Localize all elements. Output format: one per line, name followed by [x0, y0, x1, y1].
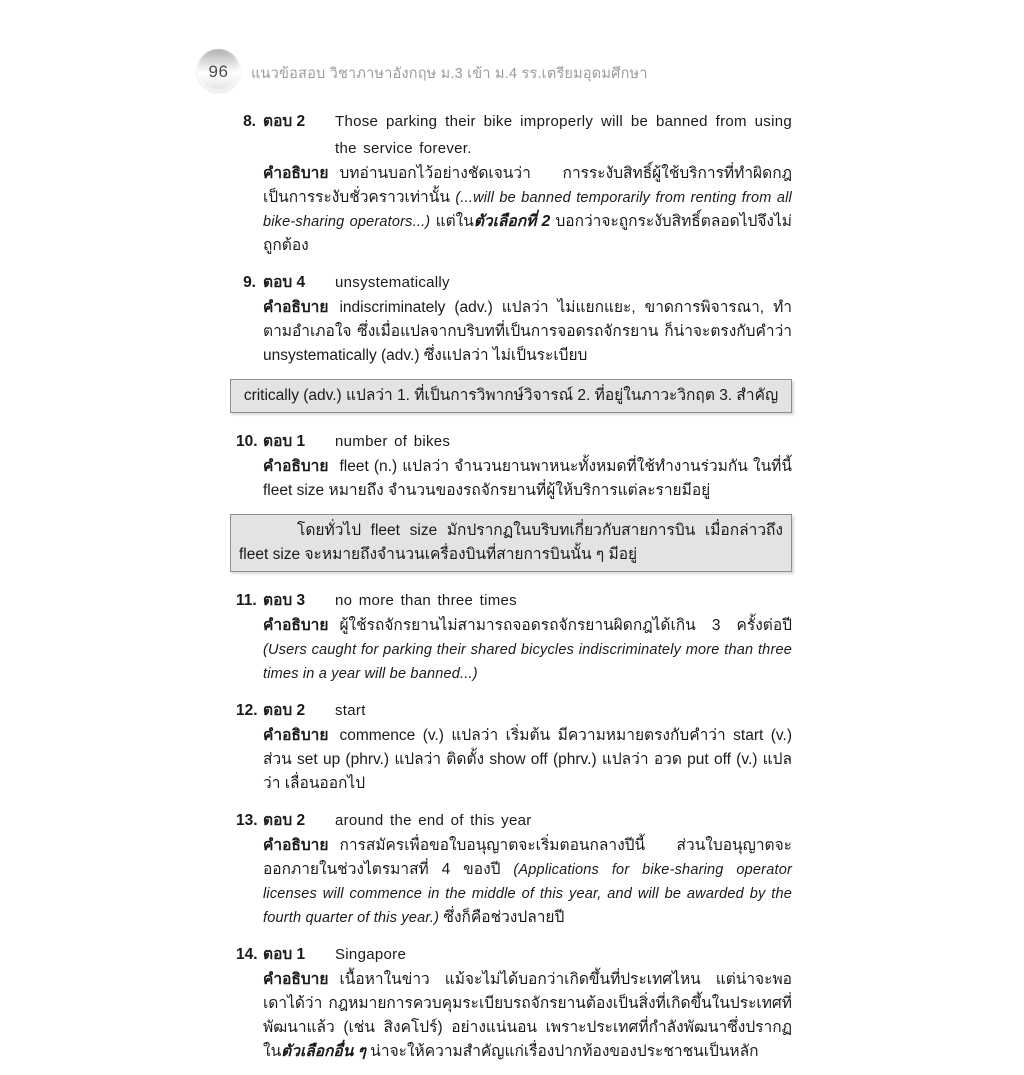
explanation-text: ซึ่งก็คือช่วงปลายปี	[439, 909, 565, 926]
explanation-emphasis: ตัวเลือกที่ 2	[473, 213, 551, 230]
answer-label: ตอบ 1	[263, 433, 306, 450]
answer-item-13	[236, 807, 792, 930]
explanation-emphasis: ตัวเลือกอื่น ๆ	[281, 1043, 366, 1060]
answer-text: around the end of this year	[335, 812, 532, 829]
item-number: 12.	[236, 702, 258, 719]
explanation-label: คำอธิบาย	[263, 299, 329, 316]
answer-text: no more than three times	[335, 592, 517, 609]
explanation	[263, 834, 792, 930]
answer-row	[236, 941, 792, 968]
answer-row	[240, 108, 792, 162]
explanation-label: คำอธิบาย	[263, 617, 329, 634]
item-number: 11.	[236, 592, 257, 609]
explanation	[263, 296, 792, 368]
explanation-quote: (Users caught for parking their shared bicycles indiscriminately more than three times in a year will be banned...)	[263, 642, 792, 682]
page-header: แนวข้อสอบ วิชาภาษาอังกฤษ ม.3 เข้า ม.4 รร.เตรียมอุดมศึกษา	[251, 66, 648, 82]
answer-item-11	[236, 587, 792, 686]
answer-row	[236, 807, 792, 834]
answer-label: ตอบ 4	[263, 274, 306, 291]
item-number: 8.	[243, 113, 256, 130]
vocab-note-box	[230, 514, 792, 572]
explanation-text: เนื้อหาในข่าว แม้จะไม่ได้บอกว่าเกิดขึ้นที่ประเทศไหน แต่น่าจะพอเดาได้ว่า กฎหมายการควบคุมระเบียบรถจักรยานต้องเป็นสิ่งที่เกิดขึ้นในประเทศที่พัฒนาแล้ว (เช่น สิงคโปร์) อย่างแน่นอน เพราะประเทศที่กำลังพัฒนาซึ่งปรากฏใน	[263, 971, 792, 1060]
answer-text: unsystematically	[335, 274, 450, 291]
answer-item-12	[236, 697, 792, 796]
explanation-label: คำอธิบาย	[263, 837, 329, 854]
item-number: 14.	[236, 946, 258, 963]
item-number: 10.	[236, 433, 258, 450]
answer-row	[236, 587, 792, 614]
item-number: 13.	[236, 812, 258, 829]
item-number: 9.	[243, 274, 256, 291]
explanation-quote: (Applications for bike-sharing operator licenses will commence in the middle of this year, and will be awarded by the fourth quarter of this year.)	[263, 862, 792, 926]
answer-item-8	[240, 108, 792, 258]
answer-item-10	[236, 428, 792, 503]
note-text: โดยทั่วไป fleet size มักปรากฏในบริบทเกี่ยวกับสายการบิน เมื่อกล่าวถึง fleet size จะหมายถึงจำนวนเครื่องบินที่สายการบินนั้น ๆ มีอยู่	[239, 522, 783, 563]
answer-label: ตอบ 2	[263, 113, 306, 130]
explanation	[263, 455, 792, 503]
answer-label: ตอบ 2	[263, 812, 306, 829]
answer-label: ตอบ 3	[263, 592, 306, 609]
answer-row	[236, 428, 792, 455]
answer-text: number of bikes	[335, 433, 451, 450]
answer-label: ตอบ 2	[263, 702, 306, 719]
answer-text: Singapore	[335, 946, 407, 963]
answer-label: ตอบ 1	[263, 946, 306, 963]
explanation-text: commence (v.) แปลว่า เริ่มต้น มีความหมายตรงกับคำว่า start (v.) ส่วน set up (phrv.) แปลว่า ติดตั้ง show off (phrv.) แปลว่า อวด put off (v.) แปลว่า เลื่อนออกไป	[263, 727, 792, 792]
explanation	[263, 968, 792, 1064]
explanation	[263, 614, 792, 686]
explanation	[263, 162, 792, 258]
explanation-text: น่าจะให้ความสำคัญแก่เรื่องปากท้องของประชาชนเป็นหลัก	[365, 1043, 759, 1060]
answer-text: start	[335, 702, 366, 719]
answer-row	[236, 697, 792, 724]
answer-key-content	[236, 108, 792, 1075]
explanation-label: คำอธิบาย	[263, 458, 329, 475]
explanation-text: บอกว่าจะถูกระงับสิทธิ์ตลอดไปจึงไม่ถูกต้อง	[263, 213, 792, 254]
explanation-quote: (...will be banned temporarily from renting from all bike-sharing operators...)	[263, 190, 792, 230]
explanation-text: บทอ่านบอกไว้อย่างชัดเจนว่า การระงับสิทธิ์ผู้ใช้บริการที่ทำผิดกฎเป็นการระงับชั่วคราวเท่านั้น	[263, 165, 792, 206]
explanation-text: ผู้ใช้รถจักรยานไม่สามารถจอดรถจักรยานผิดกฎได้เกิน 3 ครั้งต่อปี	[339, 617, 792, 634]
explanation-text: fleet (n.) แปลว่า จำนวนยานพาหนะทั้งหมดที่ใช้ทำงานร่วมกัน ในที่นี้ fleet size หมายถึง จำนวนของรถจักรยานที่ผู้ให้บริการแต่ละรายมีอยู่	[263, 458, 792, 499]
explanation-text: การสมัครเพื่อขอใบอนุญาตจะเริ่มตอนกลางปีนี้ ส่วนใบอนุญาตจะออกภายในช่วงไตรมาสที่ 4 ของปี	[263, 837, 792, 878]
explanation-text: แต่ใน	[430, 213, 474, 230]
explanation-label: คำอธิบาย	[263, 971, 329, 988]
page-number: 96	[208, 62, 229, 81]
answer-row	[240, 269, 792, 296]
answer-text: Those parking their bike improperly will be banned from using the service forever.	[335, 113, 792, 157]
page-number-badge	[197, 49, 240, 92]
explanation-label: คำอธิบาย	[263, 165, 329, 182]
explanation	[263, 724, 792, 796]
note-text: critically (adv.) แปลว่า 1. ที่เป็นการวิพากษ์วิจารณ์ 2. ที่อยู่ในภาวะวิกฤต 3. สำคัญ	[243, 387, 779, 404]
vocab-note-box	[230, 379, 792, 413]
answer-item-14	[236, 941, 792, 1064]
answer-item-9	[240, 269, 792, 368]
explanation-text: indiscriminately (adv.) แปลว่า ไม่แยกแยะ, ขาดการพิจารณา, ทำตามอำเภอใจ ซึ่งเมื่อแปลจากบริบทที่เป็นการจอดรถจักรยาน ก็น่าจะตรงกับคำว่า unsystematically (adv.) ซึ่งแปลว่า ไม่เป็นระเบียบ	[263, 299, 792, 364]
explanation-label: คำอธิบาย	[263, 727, 329, 744]
